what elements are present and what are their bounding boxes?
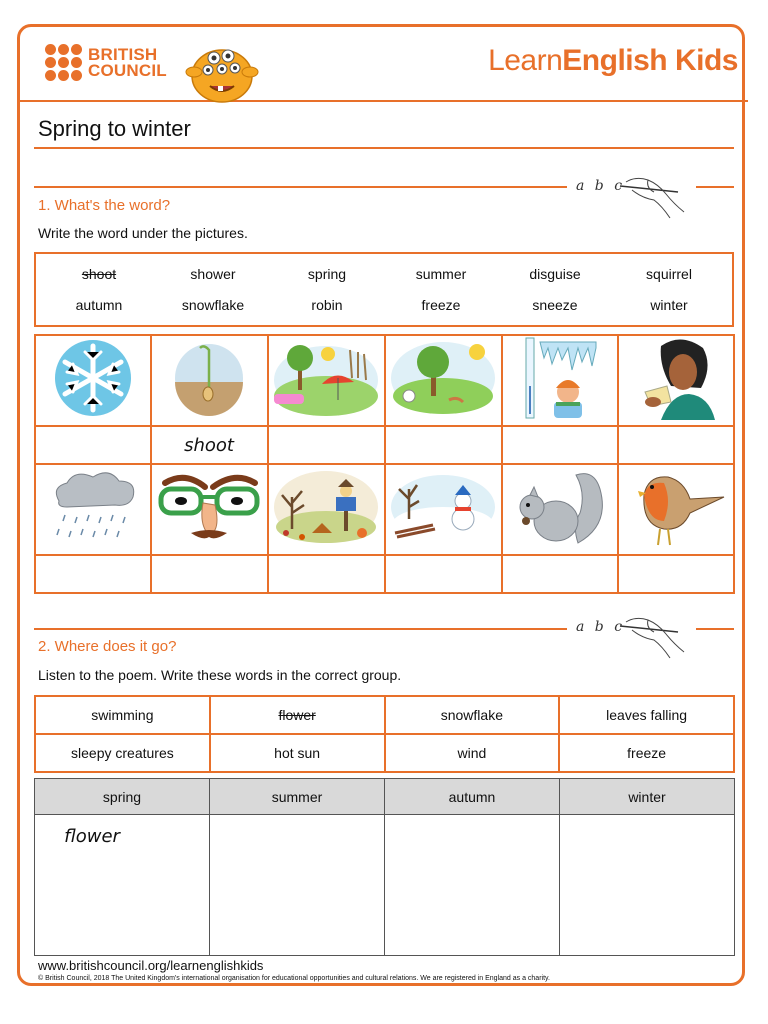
word-item: sleepy creatures	[35, 734, 210, 772]
season-answer-cell[interactable]	[35, 815, 210, 956]
picture-cell	[151, 335, 268, 426]
season-answer-text: flower	[64, 826, 120, 847]
word-item: snowflake	[181, 297, 245, 314]
bc-logo-line1: BRITISH	[88, 44, 158, 64]
answer-cell[interactable]	[502, 426, 618, 464]
season-answer-cell[interactable]	[560, 815, 735, 956]
brand-learn: Learn	[488, 44, 563, 77]
brand-kids: Kids	[674, 44, 738, 77]
season-answer-cell[interactable]	[385, 815, 560, 956]
disguise-glasses-picture-icon	[155, 469, 263, 545]
word-item: spring	[307, 265, 347, 282]
season-header-winter: winter	[560, 779, 735, 815]
icicles-thermometer-picture-icon	[520, 336, 600, 420]
autumn-scarecrow-picture-icon	[272, 467, 380, 547]
word-item: sneeze	[532, 297, 578, 314]
answer-cell[interactable]	[35, 555, 151, 593]
section1-rule-right	[696, 186, 734, 188]
word-item: leaves falling	[559, 696, 734, 734]
word-item: shower	[190, 265, 236, 282]
word-item: swimming	[35, 696, 210, 734]
section2-rule-right	[696, 628, 734, 630]
brand-english: English	[562, 44, 668, 77]
picture-cell	[385, 464, 502, 555]
snowflake-picture-icon	[53, 338, 133, 418]
sneezing-person-picture-icon	[631, 336, 721, 420]
word-item: wind	[385, 734, 560, 772]
word-item: robin	[311, 297, 343, 314]
section1-rule-left	[34, 186, 567, 188]
seasons-table	[34, 778, 735, 956]
word-item: freeze	[559, 734, 734, 772]
picture-grid	[34, 334, 735, 594]
title-underline	[34, 147, 734, 149]
robin-picture-icon	[624, 465, 728, 549]
raincloud-picture-icon	[45, 467, 141, 547]
picture-cell	[385, 335, 502, 426]
answer-cell[interactable]	[618, 555, 735, 593]
section2-rule-left	[34, 628, 567, 630]
picture-cell	[268, 335, 385, 426]
squirrel-picture-icon	[510, 465, 610, 549]
section2-instruction: Listen to the poem. Write these words in the correct group.	[38, 667, 402, 683]
word-item: disguise	[529, 265, 581, 282]
winter-snowman-picture-icon	[389, 467, 497, 547]
season-header-autumn: autumn	[385, 779, 560, 815]
word-item: autumn	[75, 297, 123, 314]
british-council-dots-icon	[45, 44, 82, 81]
word-item: flower	[210, 696, 385, 734]
word-item: freeze	[421, 297, 461, 314]
writing-hand-icon	[618, 612, 688, 670]
footer-copyright: © British Council, 2018 The United Kingdom's international organisation for educational opportunities and cultural relations. We are registered in England as a charity.	[38, 975, 550, 982]
section1-word-box	[34, 252, 734, 327]
answer-cell[interactable]	[268, 555, 385, 593]
section2-word-table	[34, 695, 735, 773]
word-item: shoot	[81, 265, 117, 282]
section2-heading: 2. Where does it go?	[38, 638, 177, 655]
monster-mascot-icon	[180, 36, 260, 106]
word-item: hot sun	[210, 734, 385, 772]
bc-logo-line2: COUNCIL	[88, 60, 167, 80]
picture-cell	[268, 464, 385, 555]
answer-cell[interactable]	[35, 426, 151, 464]
section1-abc: a b c	[576, 178, 626, 194]
word-item: squirrel	[646, 265, 692, 282]
seedling-picture-icon	[174, 338, 244, 418]
summer-picture-icon	[389, 338, 497, 418]
answer-cell[interactable]	[618, 426, 735, 464]
answer-cell[interactable]	[151, 555, 268, 593]
section1-instruction: Write the word under the pictures.	[38, 225, 248, 241]
season-answer-cell[interactable]	[210, 815, 385, 956]
picture-cell	[618, 335, 735, 426]
answer-cell[interactable]	[268, 426, 385, 464]
learnenglish-kids-logo	[488, 44, 738, 78]
answer-cell[interactable]	[151, 426, 268, 464]
picture-cell	[618, 464, 735, 555]
picture-cell	[35, 335, 151, 426]
answer-cell[interactable]	[385, 555, 502, 593]
header-divider	[20, 100, 748, 102]
picture-cell	[502, 335, 618, 426]
footer-url[interactable]: www.britishcouncil.org/learnenglishkids	[38, 958, 264, 973]
word-item: snowflake	[385, 696, 560, 734]
word-item: summer	[415, 265, 467, 282]
british-council-logo	[45, 44, 167, 81]
picture-cell	[151, 464, 268, 555]
picture-cell	[502, 464, 618, 555]
season-header-spring: spring	[35, 779, 210, 815]
section1-heading: 1. What's the word?	[38, 197, 171, 214]
picture-cell	[35, 464, 151, 555]
writing-hand-icon	[618, 172, 688, 230]
page-title: Spring to winter	[38, 116, 191, 141]
section2-abc: a b c	[576, 619, 626, 635]
answer-cell[interactable]	[502, 555, 618, 593]
answer-text: shoot	[184, 434, 234, 456]
season-header-summer: summer	[210, 779, 385, 815]
answer-cell[interactable]	[385, 426, 502, 464]
spring-park-picture-icon	[272, 338, 380, 418]
word-item: winter	[650, 297, 688, 314]
